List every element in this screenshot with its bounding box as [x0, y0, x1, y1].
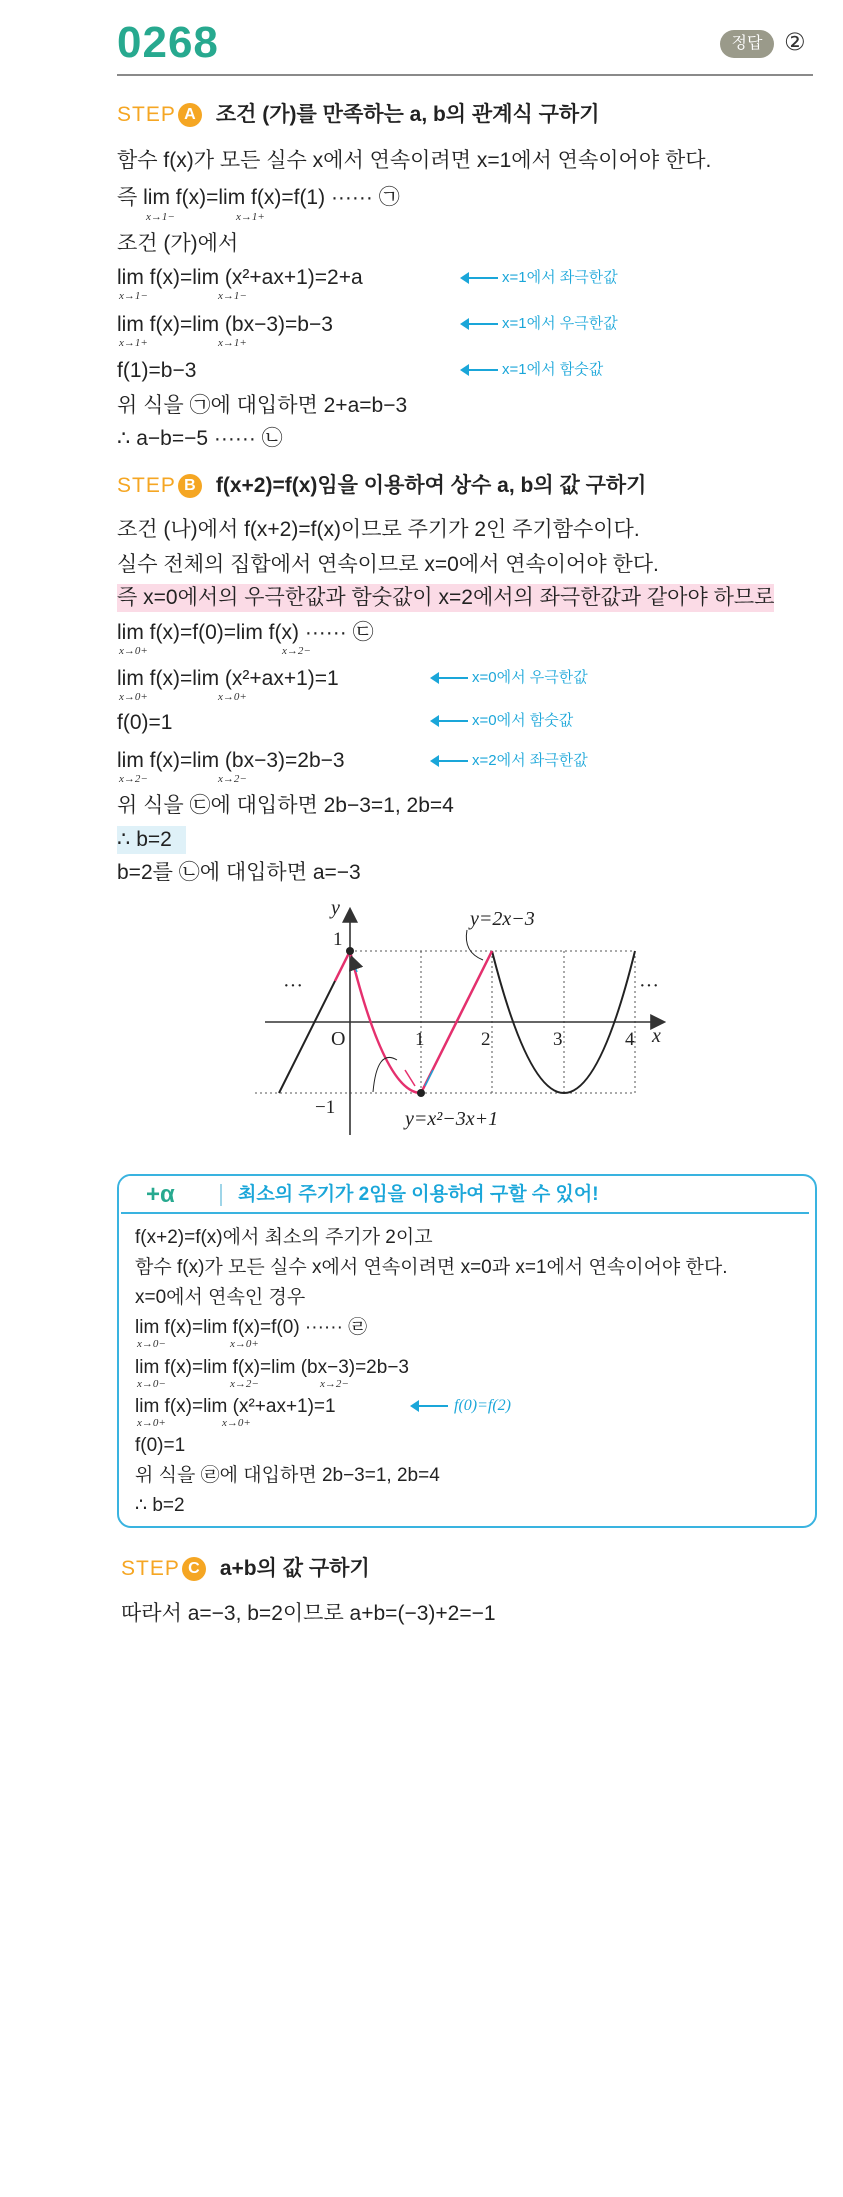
step-b-line-9: ∴ b=2: [117, 826, 186, 854]
step-b-sub-5: x→2−: [119, 773, 148, 785]
step-b-line-5: lim f(x)=lim (x²+ax+1)=1: [117, 667, 339, 690]
step-a-heading: [117, 101, 599, 129]
origin-label: O: [331, 1028, 346, 1050]
step-c-line: 따라서 a=−3, b=2이므로 a+b=(−3)+2=−1: [121, 1602, 496, 1625]
tip-sub-3: x→0−: [137, 1378, 166, 1390]
tip-line-8: 위 식을 ㉣에 대입하면 2b−3=1, 2b=4: [135, 1465, 440, 1486]
x-tick-1: 1: [415, 1029, 425, 1050]
line-segment-left-highlight: [335, 951, 350, 981]
tip-badge: +α: [146, 1181, 175, 1208]
step-b-heading: [117, 472, 646, 500]
step-a-title: 조건 (가)를 만족하는 a, b의 관계식 구하기: [215, 103, 600, 126]
step-b-sub-4: x→0+: [218, 691, 247, 703]
curve-equation-label: y=x²−3x+1: [405, 1108, 499, 1130]
step-a-line-5: lim f(x)=lim (bx−3)=b−3: [117, 313, 333, 336]
y-axis-label: y: [331, 900, 340, 919]
arrow-a-2: [468, 323, 498, 325]
tip-sub-6: x→0+: [137, 1417, 166, 1429]
step-b-letter: B: [178, 474, 202, 498]
step-c-label: STEP: [121, 1557, 180, 1580]
step-a-line-7: 위 식을 ㉠에 대입하면 2+a=b−3: [117, 394, 408, 417]
step-a-line-4: lim f(x)=lim (x²+ax+1)=2+a: [117, 266, 363, 289]
tip-title: 최소의 주기가 2임을 이용하여 구할 수 있어!: [238, 1184, 599, 1205]
arrow-b-3: [438, 760, 468, 762]
x-axis-label: x: [652, 1025, 661, 1047]
step-b-line-6: f(0)=1: [117, 711, 173, 734]
step-a-line-8: ∴ a−b=−5 ······ ㉡: [117, 427, 283, 450]
note-a-1: x=1에서 좌극한값: [502, 269, 618, 286]
arrow-a-1: [468, 277, 498, 279]
step-a-letter: A: [178, 103, 202, 127]
step-b-label: STEP: [117, 474, 176, 497]
tip-line-6: lim f(x)=lim (x²+ax+1)=1: [135, 1396, 336, 1417]
answer-badge: [720, 30, 774, 58]
step-a-sub-4: x→1−: [218, 290, 247, 302]
periodic-function-graph: [255, 900, 695, 1160]
step-a-label: STEP: [117, 103, 176, 126]
step-b-line-3: 즉 x=0에서의 우극한값과 함숫값이 x=2에서의 좌극한값과 같아야 하므로: [117, 584, 774, 612]
tip-sub-1: x→0−: [137, 1338, 166, 1350]
tip-line-4: lim f(x)=lim f(x)=f(0) ······ ㉣: [135, 1317, 368, 1338]
tip-sub-7: x→0+: [222, 1417, 251, 1429]
step-a-sub-1: x→1−: [146, 211, 175, 223]
note-a-3: x=1에서 함숫값: [502, 361, 604, 378]
step-c-letter: C: [182, 1557, 206, 1581]
step-a-line-6: f(1)=b−3: [117, 359, 197, 382]
step-a-sub-6: x→1+: [218, 337, 247, 349]
step-b-line-4: lim f(x)=f(0)=lim f(x) ······ ㉢: [117, 621, 374, 644]
arrow-b-2: [438, 720, 468, 722]
tip-sub-2: x→0+: [230, 1338, 259, 1350]
step-b-line-10: b=2를 ㉡에 대입하면 a=−3: [117, 861, 361, 884]
leader-curve-label: [373, 1057, 397, 1092]
y-tick-minus1: −1: [315, 1097, 336, 1118]
tip-sub-5: x→2−: [320, 1378, 349, 1390]
x-tick-2: 2: [481, 1029, 491, 1050]
tip-line-7: f(0)=1: [135, 1435, 186, 1456]
step-c-title: a+b의 값 구하기: [219, 1557, 370, 1580]
step-a-sub-5: x→1+: [119, 337, 148, 349]
tip-line-9: ∴ b=2: [135, 1495, 185, 1516]
tip-line-5: lim f(x)=lim f(x)=lim (bx−3)=2b−3: [135, 1357, 409, 1378]
problem-number: 0268: [117, 18, 219, 67]
step-b-line-1: 조건 (나)에서 f(x+2)=f(x)이므로 주기가 2인 주기함수이다.: [117, 518, 640, 541]
note-b-2: x=0에서 함숫값: [472, 712, 574, 729]
tip-line-3: x=0에서 연속인 경우: [135, 1287, 306, 1308]
note-a-2: x=1에서 우극한값: [502, 315, 618, 332]
step-a-line-3: 조건 (가)에서: [117, 232, 239, 255]
note-b-3: x=2에서 좌극한값: [472, 752, 588, 769]
step-b-line-8: 위 식을 ㉢에 대입하면 2b−3=1, 2b=4: [117, 794, 454, 817]
answer-value: ②: [784, 29, 806, 56]
arrow-b-1: [438, 677, 468, 679]
step-a-line-2: 즉 lim f(x)=lim f(x)=f(1) ······ ㉠: [117, 186, 400, 209]
x-tick-4: 4: [625, 1029, 635, 1050]
step-b-line-2: 실수 전체의 집합에서 연속이므로 x=0에서 연속이어야 한다.: [117, 553, 659, 576]
tip-note: f(0)=f(2): [454, 1397, 511, 1414]
step-b-sub-1: x→0+: [119, 645, 148, 657]
x-tick-3: 3: [553, 1029, 563, 1050]
approach-arrow-3: [405, 1070, 415, 1086]
line-equation-label: y=2x−3: [470, 908, 535, 930]
step-b-sub-6: x→2−: [218, 773, 247, 785]
step-a-line-1: 함수 f(x)가 모든 실수 x에서 연속이려면 x=1에서 연속이어야 한다.: [117, 149, 712, 172]
step-b-sub-3: x→0+: [119, 691, 148, 703]
step-b-title: f(x+2)=f(x)임을 이용하여 상수 a, b의 값 구하기: [215, 474, 647, 497]
answer-label: 정답: [731, 35, 763, 52]
arrow-a-3: [468, 369, 498, 371]
point-0-1: [346, 947, 354, 955]
header-rule: [117, 74, 813, 76]
point-1-minus1: [417, 1089, 425, 1097]
approach-arrow-2: [425, 1070, 433, 1086]
tip-line-1: f(x+2)=f(x)에서 최소의 주기가 2이고: [135, 1227, 433, 1248]
note-b-1: x=0에서 우극한값: [472, 669, 588, 686]
tip-sub-4: x→2−: [230, 1378, 259, 1390]
dots-right: ···: [639, 975, 659, 997]
tip-line-2: 함수 f(x)가 모든 실수 x에서 연속이려면 x=0과 x=1에서 연속이어야 한다.: [135, 1257, 728, 1278]
step-b-sub-2: x→2−: [282, 645, 311, 657]
tip-divider: [220, 1184, 222, 1206]
y-tick-1: 1: [333, 929, 343, 950]
leader-line2-label: [466, 930, 483, 960]
step-b-line-7: lim f(x)=lim (bx−3)=2b−3: [117, 749, 345, 772]
dots-left: ···: [283, 975, 303, 997]
tip-arrow: [418, 1405, 448, 1407]
step-a-sub-3: x→1−: [119, 290, 148, 302]
step-c-heading: [121, 1555, 370, 1583]
step-a-sub-2: x→1+: [236, 211, 265, 223]
